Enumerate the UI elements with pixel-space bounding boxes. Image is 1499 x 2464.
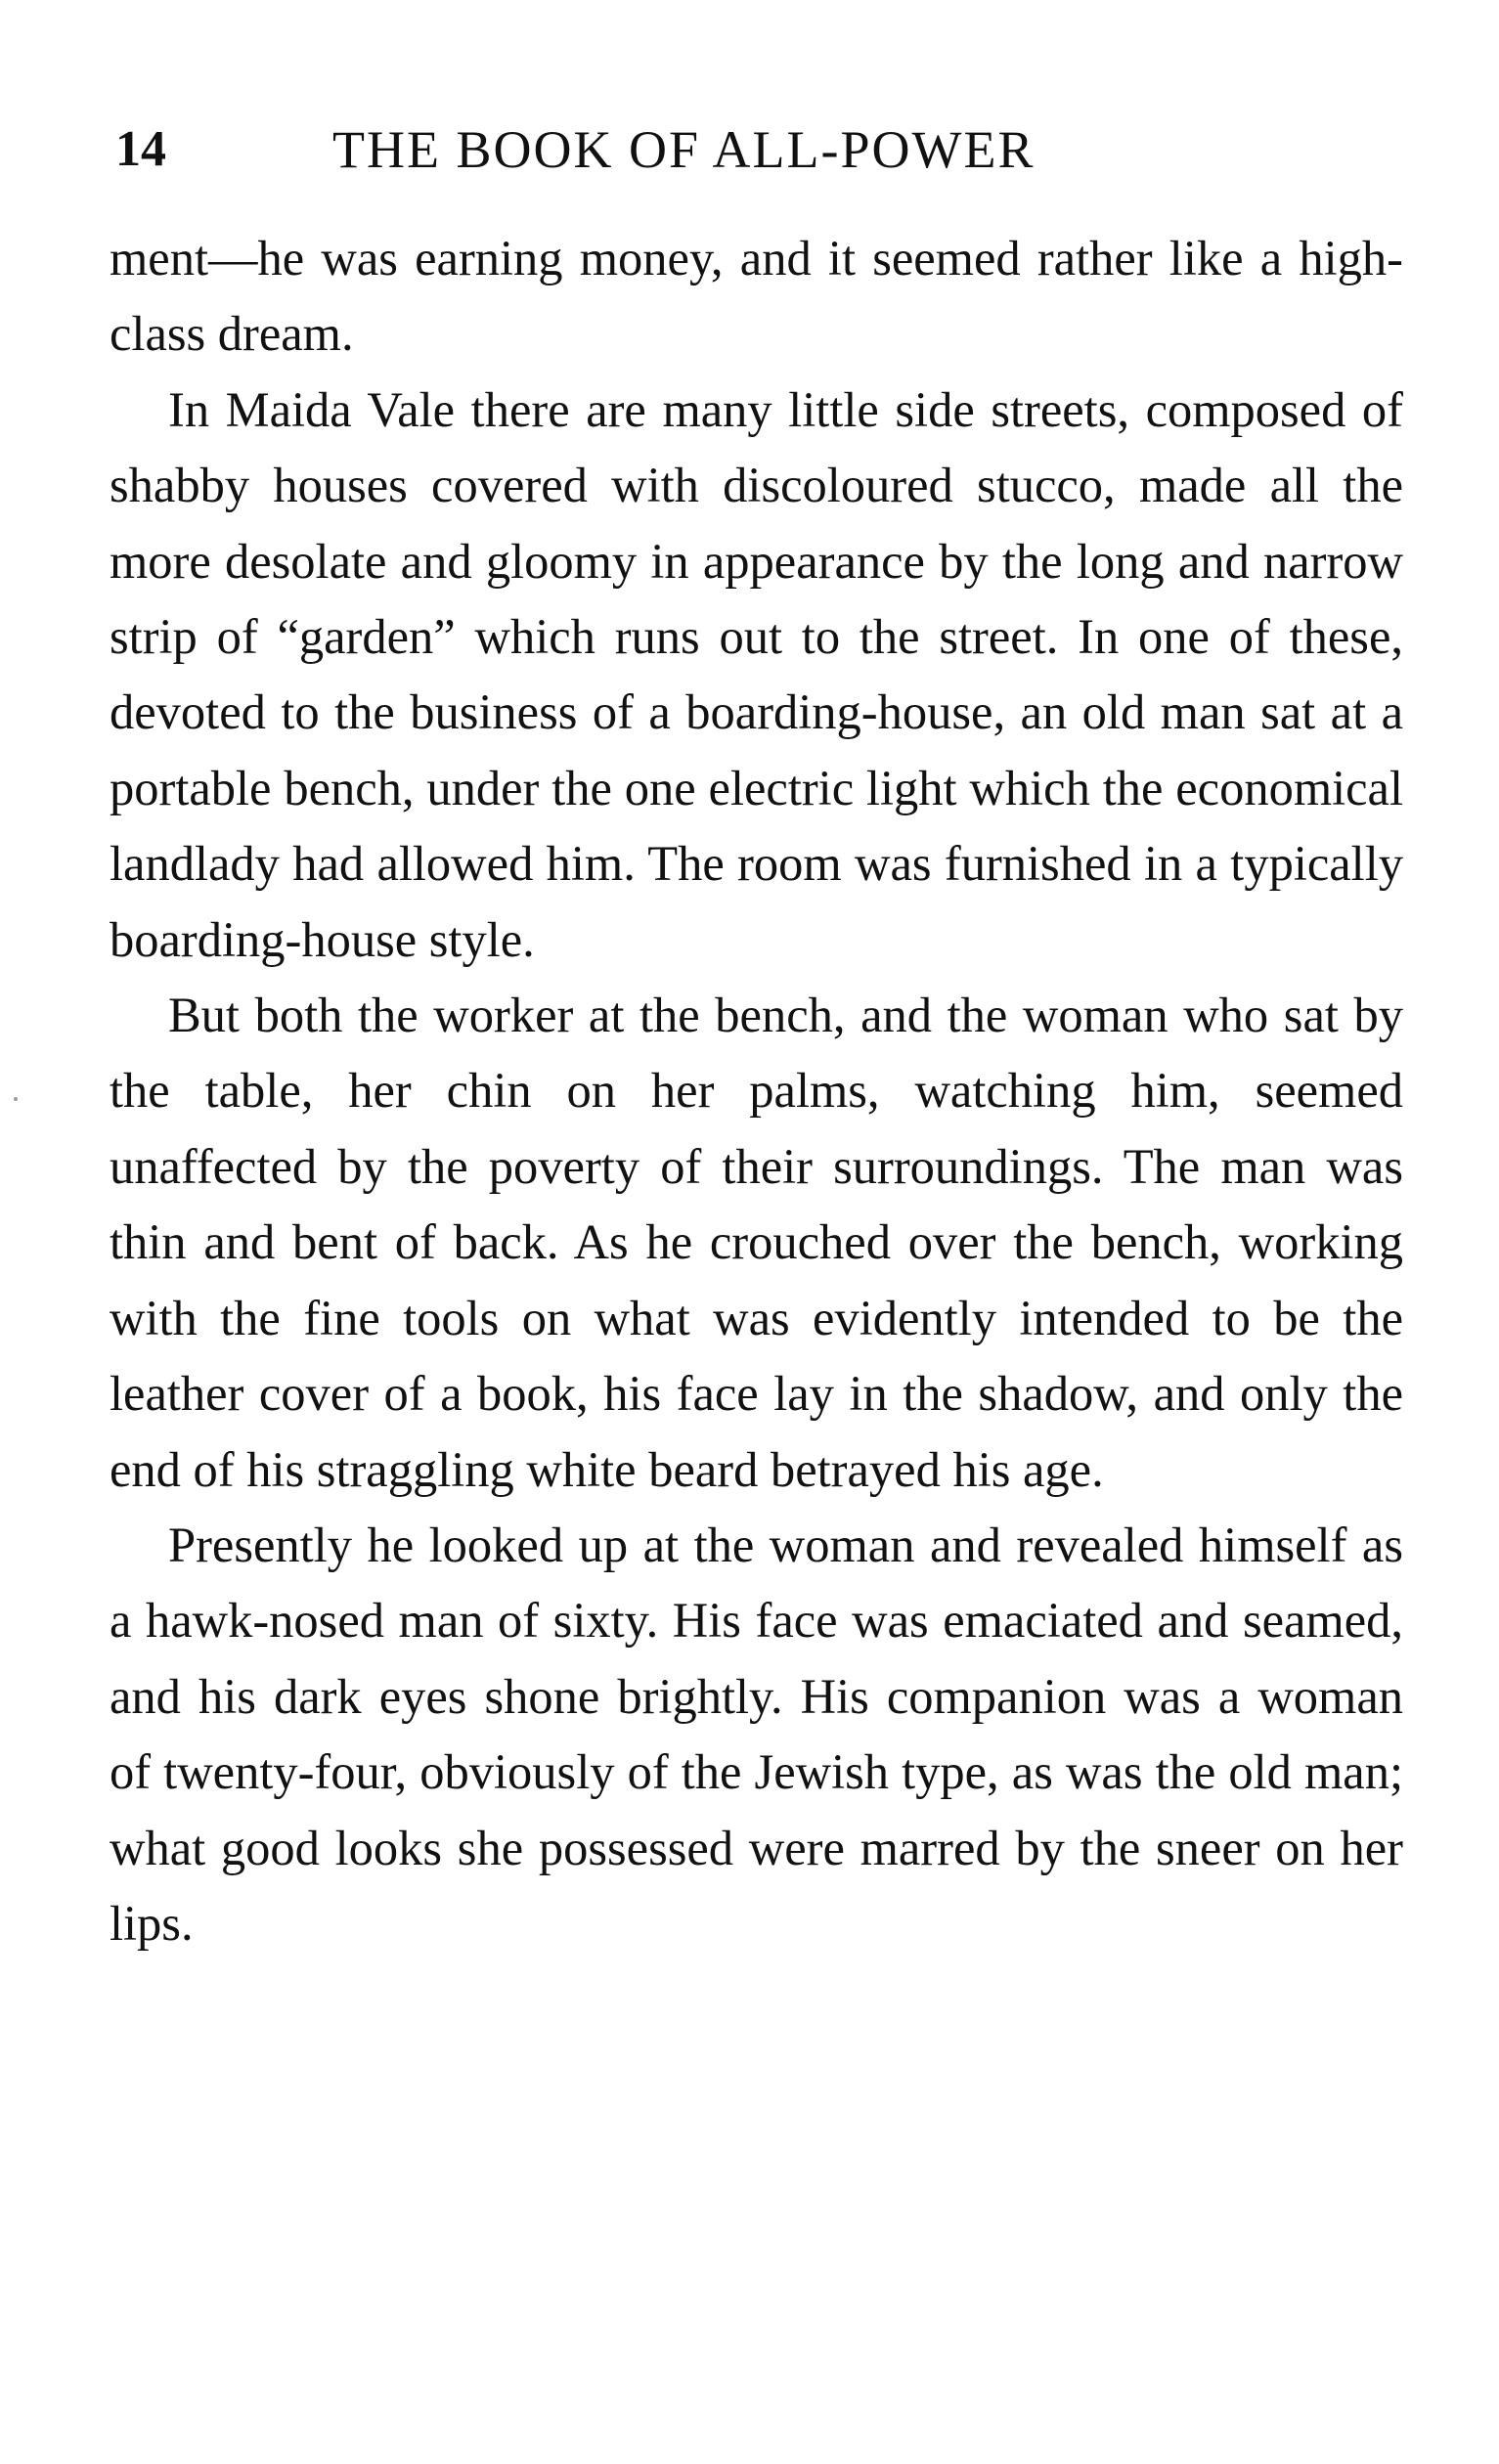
running-title: THE BOOK OF ALL-POWER xyxy=(332,120,1036,179)
running-head xyxy=(115,115,1406,184)
page-number: 14 xyxy=(115,121,166,177)
paragraph-maida-vale: In Maida Vale there are many little side streets, composed of shabby houses covered with discoloured stucco, made all the more desolate and gloomy in appearance by the long and narrow strip of “garden” which runs out to the street. In one of these, devoted to the business of a boarding-house, an old man sat at a portable bench, under the one electric light which the economical landlady had allowed him. The room was furnished in a typically boarding-house style. xyxy=(110,381,1403,967)
paragraph-continuation: ment—he was earning money, and it seemed rather like a high-class dream. xyxy=(110,231,1403,362)
paragraph-worker-and-woman: But both the worker at the bench, and the woman who sat by the table, her chin on her palms, watching him, seemed unaffected by the poverty of their surroundings. The man was thin and bent of back. As he crouched over the bench, working with the fine tools on what was evidently intended to be the leather cover of a book, his face lay in the shadow, and only the end of his straggling white beard betrayed his age. xyxy=(110,988,1403,1497)
body-text xyxy=(110,221,1403,1961)
paper-speck xyxy=(14,1097,18,1101)
paragraph-hawk-nosed-man: Presently he looked up at the woman and revealed himself as a hawk-nosed man of sixty. His face was emaciated and seamed, and his dark eyes shone brightly. His companion was a woman of twenty-four, obviously of the Jewish type, as was the old man; what good looks she possessed were marred by the sneer on her lips. xyxy=(110,1517,1403,1951)
